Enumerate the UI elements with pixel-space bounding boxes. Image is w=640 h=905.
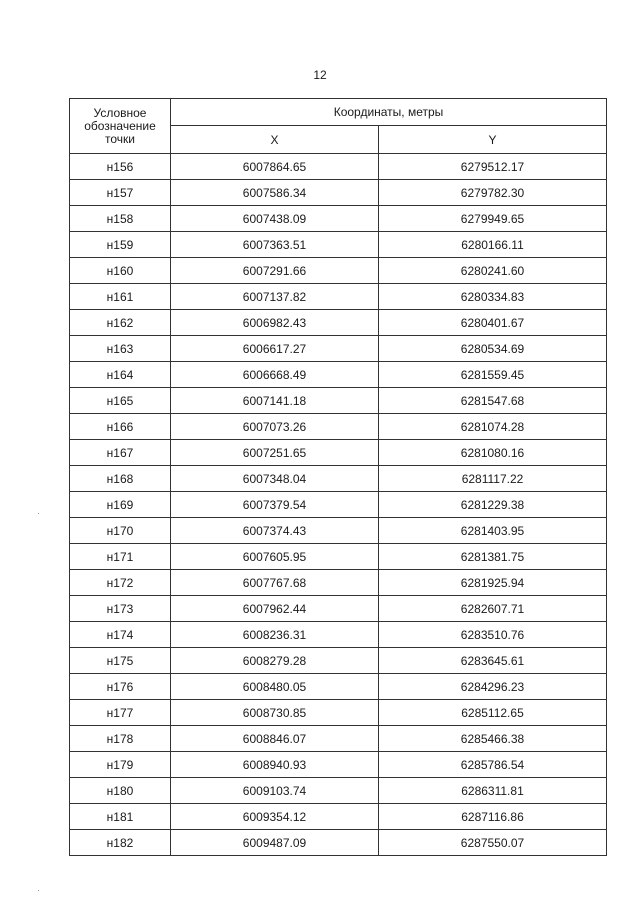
point-id-cell: н174 bbox=[70, 622, 171, 648]
point-id-cell: н180 bbox=[70, 778, 171, 804]
point-id-cell: н165 bbox=[70, 388, 171, 414]
table-row bbox=[70, 206, 607, 232]
table-row bbox=[70, 492, 607, 518]
y-coordinate-cell: 6279782.30 bbox=[379, 180, 607, 206]
x-coordinate-cell: 6007141.18 bbox=[171, 388, 379, 414]
x-coordinate-cell: 6007348.04 bbox=[171, 466, 379, 492]
table-row bbox=[70, 544, 607, 570]
x-coordinate-cell: 6007962.44 bbox=[171, 596, 379, 622]
page-number: 12 bbox=[313, 68, 327, 82]
y-coordinate-cell: 6281080.16 bbox=[379, 440, 607, 466]
point-id-cell: н163 bbox=[70, 336, 171, 362]
x-coordinate-cell: 6007438.09 bbox=[171, 206, 379, 232]
table-row bbox=[70, 362, 607, 388]
y-coordinate-cell: 6281229.38 bbox=[379, 492, 607, 518]
y-coordinate-cell: 6285466.38 bbox=[379, 726, 607, 752]
table-row bbox=[70, 648, 607, 674]
x-coordinate-cell: 6007605.95 bbox=[171, 544, 379, 570]
point-id-cell: н169 bbox=[70, 492, 171, 518]
point-id-cell: н182 bbox=[70, 830, 171, 856]
header-x: X bbox=[171, 126, 379, 154]
y-coordinate-cell: 6280166.11 bbox=[379, 232, 607, 258]
point-id-cell: н164 bbox=[70, 362, 171, 388]
table-row bbox=[70, 258, 607, 284]
y-coordinate-cell: 6283510.76 bbox=[379, 622, 607, 648]
x-coordinate-cell: 6009103.74 bbox=[171, 778, 379, 804]
point-id-cell: н175 bbox=[70, 648, 171, 674]
x-coordinate-cell: 6007291.66 bbox=[171, 258, 379, 284]
table-row bbox=[70, 778, 607, 804]
x-coordinate-cell: 6009487.09 bbox=[171, 830, 379, 856]
table-row bbox=[70, 154, 607, 180]
point-id-cell: н159 bbox=[70, 232, 171, 258]
table-row bbox=[70, 596, 607, 622]
point-id-cell: н177 bbox=[70, 700, 171, 726]
y-coordinate-cell: 6280241.60 bbox=[379, 258, 607, 284]
x-coordinate-cell: 6008480.05 bbox=[171, 674, 379, 700]
point-id-cell: н161 bbox=[70, 284, 171, 310]
y-coordinate-cell: 6285786.54 bbox=[379, 752, 607, 778]
table-row bbox=[70, 752, 607, 778]
x-coordinate-cell: 6007379.54 bbox=[171, 492, 379, 518]
x-coordinate-cell: 6008940.93 bbox=[171, 752, 379, 778]
y-coordinate-cell: 6281403.95 bbox=[379, 518, 607, 544]
x-coordinate-cell: 6006617.27 bbox=[171, 336, 379, 362]
table-row bbox=[70, 284, 607, 310]
point-id-cell: н173 bbox=[70, 596, 171, 622]
table-row bbox=[70, 830, 607, 856]
table-row bbox=[70, 310, 607, 336]
point-id-cell: н178 bbox=[70, 726, 171, 752]
y-coordinate-cell: 6284296.23 bbox=[379, 674, 607, 700]
table-header bbox=[70, 99, 607, 154]
y-coordinate-cell: 6279512.17 bbox=[379, 154, 607, 180]
x-coordinate-cell: 6007864.65 bbox=[171, 154, 379, 180]
x-coordinate-cell: 6006668.49 bbox=[171, 362, 379, 388]
table-row bbox=[70, 804, 607, 830]
x-coordinate-cell: 6008279.28 bbox=[171, 648, 379, 674]
table-row bbox=[70, 518, 607, 544]
y-coordinate-cell: 6281381.75 bbox=[379, 544, 607, 570]
table-row bbox=[70, 466, 607, 492]
y-coordinate-cell: 6285112.65 bbox=[379, 700, 607, 726]
table-row bbox=[70, 232, 607, 258]
table-row bbox=[70, 570, 607, 596]
table-body bbox=[70, 154, 607, 856]
y-coordinate-cell: 6281925.94 bbox=[379, 570, 607, 596]
point-id-cell: н156 bbox=[70, 154, 171, 180]
table-row bbox=[70, 726, 607, 752]
x-coordinate-cell: 6008236.31 bbox=[171, 622, 379, 648]
table-row bbox=[70, 388, 607, 414]
y-coordinate-cell: 6281117.22 bbox=[379, 466, 607, 492]
x-coordinate-cell: 6006982.43 bbox=[171, 310, 379, 336]
point-id-cell: н160 bbox=[70, 258, 171, 284]
table-row bbox=[70, 440, 607, 466]
header-row-top bbox=[70, 99, 607, 126]
point-id-cell: н158 bbox=[70, 206, 171, 232]
x-coordinate-cell: 6007586.34 bbox=[171, 180, 379, 206]
table-row bbox=[70, 180, 607, 206]
y-coordinate-cell: 6282607.71 bbox=[379, 596, 607, 622]
y-coordinate-cell: 6280534.69 bbox=[379, 336, 607, 362]
y-coordinate-cell: 6280401.67 bbox=[379, 310, 607, 336]
point-id-cell: н176 bbox=[70, 674, 171, 700]
x-coordinate-cell: 6008846.07 bbox=[171, 726, 379, 752]
point-id-cell: н162 bbox=[70, 310, 171, 336]
coordinates-table bbox=[69, 98, 607, 856]
point-id-cell: н170 bbox=[70, 518, 171, 544]
y-coordinate-cell: 6280334.83 bbox=[379, 284, 607, 310]
y-coordinate-cell: 6283645.61 bbox=[379, 648, 607, 674]
header-y: Y bbox=[379, 126, 607, 154]
point-id-cell: н171 bbox=[70, 544, 171, 570]
x-coordinate-cell: 6007767.68 bbox=[171, 570, 379, 596]
table-row bbox=[70, 622, 607, 648]
x-coordinate-cell: 6007137.82 bbox=[171, 284, 379, 310]
point-id-cell: н179 bbox=[70, 752, 171, 778]
point-id-cell: н157 bbox=[70, 180, 171, 206]
x-coordinate-cell: 6008730.85 bbox=[171, 700, 379, 726]
y-coordinate-cell: 6281547.68 bbox=[379, 388, 607, 414]
header-coordinates: Координаты, метры bbox=[171, 99, 607, 126]
x-coordinate-cell: 6007374.43 bbox=[171, 518, 379, 544]
y-coordinate-cell: 6287116.86 bbox=[379, 804, 607, 830]
table-row bbox=[70, 700, 607, 726]
x-coordinate-cell: 6009354.12 bbox=[171, 804, 379, 830]
table-row bbox=[70, 414, 607, 440]
table-row bbox=[70, 336, 607, 362]
point-id-cell: н166 bbox=[70, 414, 171, 440]
x-coordinate-cell: 6007073.26 bbox=[171, 414, 379, 440]
header-point-designation: Условное обозначение точки bbox=[70, 99, 171, 154]
table-row bbox=[70, 674, 607, 700]
x-coordinate-cell: 6007363.51 bbox=[171, 232, 379, 258]
y-coordinate-cell: 6286311.81 bbox=[379, 778, 607, 804]
point-id-cell: н181 bbox=[70, 804, 171, 830]
point-id-cell: н167 bbox=[70, 440, 171, 466]
y-coordinate-cell: 6287550.07 bbox=[379, 830, 607, 856]
y-coordinate-cell: 6281074.28 bbox=[379, 414, 607, 440]
y-coordinate-cell: 6279949.65 bbox=[379, 206, 607, 232]
point-id-cell: н168 bbox=[70, 466, 171, 492]
x-coordinate-cell: 6007251.65 bbox=[171, 440, 379, 466]
y-coordinate-cell: 6281559.45 bbox=[379, 362, 607, 388]
point-id-cell: н172 bbox=[70, 570, 171, 596]
